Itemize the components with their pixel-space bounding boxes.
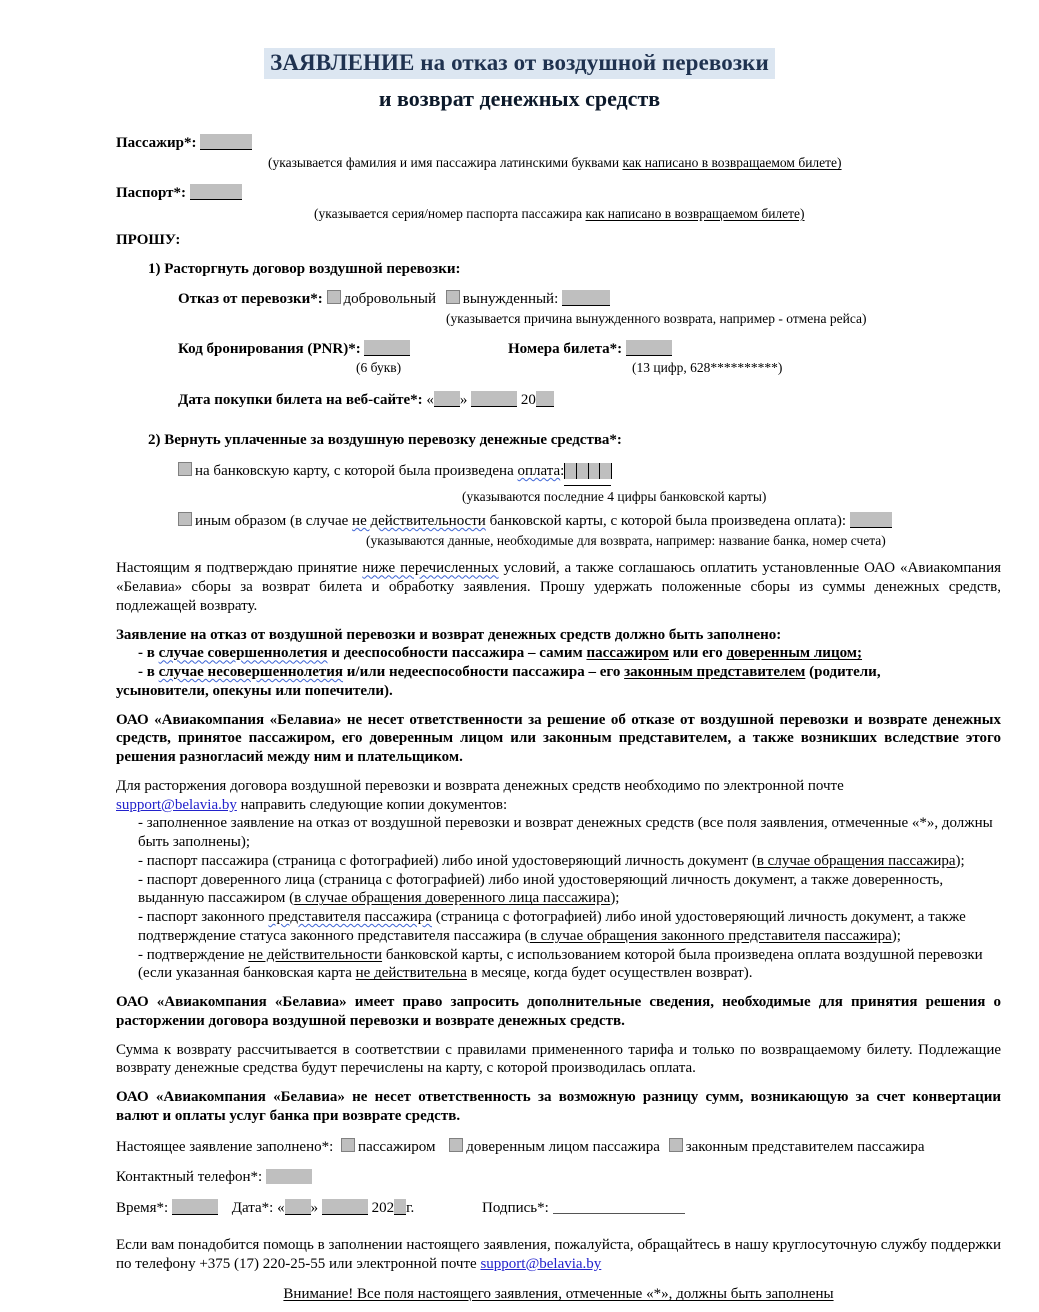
fr-l2-c: (родители, bbox=[805, 664, 881, 681]
checkbox-refund-other[interactable] bbox=[178, 512, 192, 526]
contact-phone-row bbox=[116, 1168, 1001, 1187]
refund-other-row bbox=[178, 512, 1001, 531]
refund-other-part1: иным образом (в случае bbox=[195, 512, 353, 529]
request-item-1: 1) Расторгнуть договор воздушной перевозки: bbox=[148, 260, 461, 277]
documents-intro-b: направить следующие копии документов: bbox=[236, 796, 508, 813]
passenger-label: Пассажир*: bbox=[116, 134, 197, 151]
document-item bbox=[138, 852, 1001, 871]
refusal-option-forced: вынужденный: bbox=[462, 291, 559, 308]
refund-card-text-after: : bbox=[560, 463, 565, 480]
fr-l2-a: - в bbox=[138, 664, 159, 681]
signature-row bbox=[116, 1199, 1001, 1218]
checkbox-forced[interactable] bbox=[446, 290, 460, 304]
purchase-date-quote-close: » bbox=[459, 391, 468, 408]
checkbox-filled-by-legal-rep[interactable] bbox=[669, 1138, 683, 1152]
additional-info-paragraph: ОАО «Авиакомпания «Белавиа» имеет право запросить дополнительные сведения, необходимые для принятия решения о расторжении договора воздушной перевозки и возврате денежных средств. bbox=[116, 994, 1001, 1029]
fr-l1-b: и дееспособности пассажира – самим bbox=[327, 645, 587, 662]
filled-by-row bbox=[116, 1138, 1001, 1157]
date-year-input[interactable] bbox=[394, 1199, 406, 1215]
purchase-year-input[interactable] bbox=[536, 391, 554, 407]
card-last4-input[interactable] bbox=[564, 463, 610, 486]
passenger-hint-text: (указывается фамилия и имя пассажира латинскими буквами bbox=[268, 155, 623, 171]
doc-3-u: в случае обращения законного представителя пассажира bbox=[529, 927, 892, 944]
date-quote-close: » bbox=[310, 1200, 319, 1217]
fr-l1-c: или его bbox=[668, 645, 727, 662]
footer-support-email-link[interactable]: support@belavia.by bbox=[480, 1255, 602, 1272]
date-month-input[interactable] bbox=[322, 1199, 368, 1215]
document-page bbox=[0, 48, 1039, 1312]
passport-row bbox=[116, 184, 1001, 203]
passport-hint-underlined: как написано в возвращаемом билете) bbox=[585, 206, 805, 222]
refund-card-row bbox=[178, 462, 1001, 486]
fr-l1-a: - в bbox=[138, 645, 159, 662]
doc-3-wavy: представителя пассажира bbox=[268, 909, 432, 926]
passenger-input[interactable] bbox=[200, 134, 252, 150]
footer-help-b: или электронной почте bbox=[325, 1255, 481, 1272]
purchase-date-quote-open: « bbox=[426, 391, 434, 408]
filling-rules-line-1 bbox=[138, 644, 1001, 663]
passport-hint-text: (указывается серия/номер паспорта пассажира bbox=[314, 206, 586, 222]
refusal-reason-input[interactable] bbox=[562, 290, 610, 306]
document-item bbox=[138, 908, 1001, 946]
doc-4-u1: не действительности bbox=[248, 946, 383, 963]
request-item-2: 2) Вернуть уплаченные за воздушную перевозку денежные средства*: bbox=[148, 432, 622, 449]
refund-other-input[interactable] bbox=[850, 512, 892, 528]
pnr-label: Код бронирования (PNR)*: bbox=[178, 341, 361, 358]
liability-paragraph: ОАО «Авиакомпания «Белавиа» не несет ответственности за решение об отказе от воздушной перевозки и возврате денежных средств, принятое пассажиром, его доверенным лицом или законным представителем, а также возникших вследствие этого решения разногласий между ним и плательщиком. bbox=[116, 711, 1001, 766]
date-year-suffix: г. bbox=[406, 1200, 415, 1217]
purchase-day-input[interactable] bbox=[434, 391, 460, 407]
refund-card-text-before: на банковскую карту, с которой была произведена bbox=[195, 463, 518, 480]
refusal-label: Отказ от перевозки*: bbox=[178, 291, 323, 308]
ticket-label: Номера билета*: bbox=[508, 341, 623, 358]
document-item bbox=[138, 814, 1001, 852]
refund-card-hint: (указываются последние 4 цифры банковской карты) bbox=[462, 488, 767, 504]
date-quote-open: « bbox=[277, 1200, 285, 1217]
doc-1-b: ); bbox=[955, 852, 965, 869]
date-day-input[interactable] bbox=[285, 1199, 311, 1215]
card-digit-cell[interactable] bbox=[599, 463, 612, 479]
support-email-link[interactable]: support@belavia.by bbox=[116, 796, 237, 813]
doc-3-a: - паспорт законного bbox=[138, 909, 269, 926]
passport-label: Паспорт*: bbox=[116, 185, 186, 202]
refund-amount-paragraph: Сумма к возврату рассчитывается в соответствии с правилами примененного тарифа и только по возвращаемому билету. Подлежащие возврату денежные средства будут перечислены на карту, с которой производилась оплата. bbox=[116, 1041, 1001, 1077]
currency-note-paragraph: ОАО «Авиакомпания «Белавиа» не несет ответственность за возможную разницу сумм, возникающую за счет конвертации валют и оплаты услуг банка при возврате средств. bbox=[116, 1089, 1001, 1124]
doc-3-mid: (страница с фотографией) либо иной удостоверяющий личность документ, а также подтверждение статуса законного представителя пассажира ( bbox=[138, 909, 966, 944]
request-heading: ПРОШУ: bbox=[116, 231, 181, 248]
filled-by-label: Настоящее заявление заполнено*: bbox=[116, 1138, 334, 1155]
refund-other-hint: (указываются данные, необходимые для возврата, например: название банка, номер счета) bbox=[366, 532, 886, 548]
refusal-row bbox=[178, 290, 1001, 309]
documents-intro-a: Для расторжения договора воздушной перевозки и возврата денежных средств необходимо по электронной почте bbox=[116, 777, 844, 794]
refund-card-text-wavy: оплата bbox=[517, 463, 561, 480]
doc-2-a: - паспорт доверенного лица (страница с фотографией) либо иной удостоверяющий личность документ, а также доверенность, выданную пассажиром ( bbox=[138, 871, 944, 907]
fr-l1-u2: доверенным лицом; bbox=[726, 645, 863, 662]
doc-4-a: - подтверждение bbox=[138, 946, 249, 963]
purchase-date-label: Дата покупки билета на веб-сайте*: bbox=[178, 391, 423, 408]
ticket-hint: (13 цифр, 628**********) bbox=[632, 359, 783, 375]
filled-by-option-1: пассажиром bbox=[358, 1138, 436, 1155]
signature-label: Подпись*: bbox=[482, 1200, 549, 1217]
date-label: Дата*: bbox=[231, 1200, 274, 1217]
confirmation-p1-a: Настоящим я подтверждаю принятие bbox=[116, 560, 363, 577]
title-line-1: ЗАЯВЛЕНИЕ на отказ от воздушной перевозки bbox=[264, 48, 775, 79]
time-input[interactable] bbox=[172, 1199, 218, 1215]
doc-3-b: ); bbox=[891, 927, 901, 944]
footer-attention bbox=[116, 1285, 1001, 1304]
footer-phone: +375 (17) 220-25-55 bbox=[199, 1255, 326, 1272]
passport-hint bbox=[314, 206, 1001, 223]
fr-l1-u1: пассажиром bbox=[586, 645, 669, 662]
date-year-prefix: 202 bbox=[371, 1200, 395, 1217]
ticket-row bbox=[508, 340, 1001, 359]
ticket-block bbox=[508, 340, 1001, 377]
confirmation-p1-wavy: ниже перечисленных bbox=[362, 560, 499, 577]
doc-4-mid: банковской карты, с использованием которой была произведена оплата воздушной перевозки (если указанная банковская карта bbox=[138, 946, 983, 982]
passenger-hint-underlined: как написано в возвращаемом билете) bbox=[622, 155, 842, 171]
documents-intro bbox=[116, 777, 1001, 796]
page-title bbox=[0, 48, 1039, 112]
filling-rules-line-2 bbox=[138, 663, 1001, 682]
passport-input[interactable] bbox=[190, 184, 242, 200]
refund-other-part2: не действительности bbox=[352, 512, 486, 529]
documents-intro-line2 bbox=[116, 796, 1001, 815]
footer-attention-text: Внимание! Все поля настоящего заявления, отмеченные «*», должны быть заполнены bbox=[283, 1286, 834, 1303]
pnr-ticket-row bbox=[178, 340, 1001, 377]
pnr-block bbox=[178, 340, 508, 377]
refusal-option-voluntary: добровольный bbox=[343, 291, 437, 308]
pnr-row bbox=[178, 340, 508, 359]
purchase-year-prefix: 20 bbox=[520, 391, 536, 408]
fr-l2-u: законным представителем bbox=[624, 664, 806, 681]
checkbox-filled-by-passenger[interactable] bbox=[341, 1138, 355, 1152]
refund-other-part3: банковской карты, с которой была произведена оплата): bbox=[485, 512, 846, 529]
ticket-input[interactable] bbox=[626, 340, 672, 356]
filled-by-option-3: законным представителем пассажира bbox=[685, 1138, 925, 1155]
passenger-row bbox=[116, 134, 1001, 153]
documents-list bbox=[138, 814, 1001, 983]
checkbox-filled-by-proxy[interactable] bbox=[449, 1138, 463, 1152]
doc-4-u2: не действительна bbox=[355, 965, 467, 982]
pnr-hint: (6 букв) bbox=[356, 359, 402, 375]
document-item bbox=[138, 871, 1001, 909]
checkbox-voluntary[interactable] bbox=[327, 290, 341, 304]
filling-rules-line-3: усыновители, опекуны или попечители). bbox=[116, 682, 393, 699]
pnr-input[interactable] bbox=[364, 340, 410, 356]
confirmation-paragraph bbox=[116, 559, 1001, 615]
contact-phone-label: Контактный телефон*: bbox=[116, 1169, 263, 1186]
footer-help-paragraph bbox=[116, 1236, 1001, 1274]
fr-l1-wavy: случае совершеннолетия bbox=[158, 645, 328, 662]
refusal-hint: (указывается причина вынужденного возврата, например - отмена рейса) bbox=[446, 311, 867, 327]
doc-1-a: - паспорт пассажира (страница с фотографией) либо иной удостоверяющий личность документ ( bbox=[138, 852, 757, 869]
document-item bbox=[138, 946, 1001, 984]
fr-l2-wavy: случае несовершеннолетия bbox=[158, 664, 344, 681]
purchase-date-row bbox=[178, 391, 1001, 410]
contact-phone-input[interactable] bbox=[266, 1169, 312, 1184]
doc-2-u: в случае обращения доверенного лица пассажира bbox=[294, 890, 611, 907]
confirmation-p1-b: условий, а также соглашаюсь оплатить установленные ОАО «Авиакомпания «Белавиа» сборы за возврат билета и обработку заявления. Прошу удержать положенные сборы из суммы денежных средств, подлежащей возврату. bbox=[116, 560, 1002, 614]
footer-help-a: Если вам понадобится помощь в заполнении настоящего заявления, пожалуйста, обращайтесь в нашу круглосуточную службу поддержки по телефону bbox=[116, 1236, 1001, 1272]
passenger-hint bbox=[268, 155, 1001, 172]
doc-0-a: - заполненное заявление на отказ от воздушной перевозки и возврат денежных средств (все поля заявления, отмеченные «*», должны быть заполнены); bbox=[138, 815, 993, 851]
filling-rules-heading: Заявление на отказ от воздушной перевозки и возврат денежных средств должно быть заполнено: bbox=[116, 626, 782, 643]
doc-4-b: в месяце, когда будет осуществлен возврат). bbox=[466, 965, 753, 982]
fr-l2-b: и/или недееспособности пассажира – его bbox=[343, 664, 625, 681]
checkbox-refund-card[interactable] bbox=[178, 462, 192, 476]
doc-1-u: в случае обращения пассажира bbox=[756, 852, 956, 869]
title-line-2: и возврат денежных средств bbox=[378, 86, 661, 112]
filled-by-option-2: доверенным лицом пассажира bbox=[466, 1138, 660, 1155]
purchase-month-input[interactable] bbox=[471, 391, 517, 407]
signature-input[interactable] bbox=[553, 1201, 685, 1214]
doc-2-b: ); bbox=[610, 890, 620, 907]
time-label: Время*: bbox=[116, 1200, 169, 1217]
